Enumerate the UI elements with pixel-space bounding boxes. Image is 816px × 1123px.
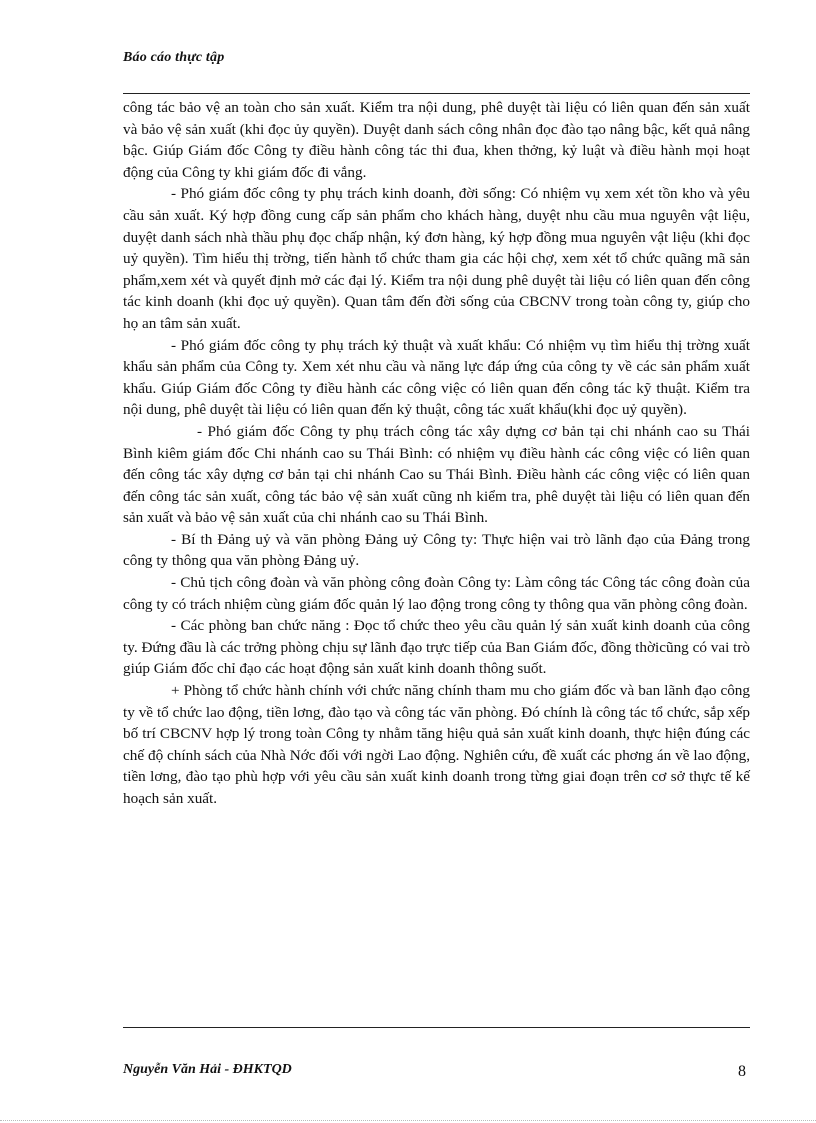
paragraph-deputy-business: - Phó giám đốc công ty phụ trách kinh doanh, đời sống: Có nhiệm vụ xem xét tồn kho và yêu cầu sản xuất. Ký hợp đồng cung cấp sản phẩm cho khách hàng, duyệt nhu cầu mua nguyên vật liệu, duyệt danh sách nhà thầu phụ đọc chấp nhận, ký đơn hàng, ký hợp đồng mua nguyên vật liệu (khi đọc uỷ quyền). Tìm hiểu thị trờng, tiến hành tổ chức tham gia các hội chợ, xem xét tổ chức quãng mã sản phẩm,xem xét và quyết định mở các đại lý. Kiểm tra nội dung phê duyệt tài liệu có liên quan đến công tác kinh doanh (khi đọc uỷ quyền). Quan tâm đến đời sống của CBCNV trong toàn công ty, giúp cho họ an tâm sản xuất. <box>123 185 750 332</box>
paragraph-admin-department: + Phòng tổ chức hành chính với chức năng chính tham mu cho giám đốc và ban lãnh đạo công ty về tổ chức lao động, tiền lơng, đào tạo và công tác văn phòng. Đó chính là công tác tổ chức, sắp xếp bố trí CBCNV hợp lý trong toàn Công ty nhằm tăng hiệu quả sản xuất kinh doanh, thực hiện đúng các chế độ chính sách của Nhà Nớc đối với ngời Lao động. Nghiên cứu, đề xuất các phơng án về lao động, tiền lơng, đào tạo phù hợp với yêu cầu sản xuất kinh doanh trong từng giai đoạn trên cơ sở thực tế kế hoạch sản xuất. <box>123 682 750 807</box>
paragraph-party-secretary: - Bí th Đảng uỷ và văn phòng Đảng uỷ Công ty: Thực hiện vai trò lãnh đạo của Đảng trong công ty thông qua văn phòng Đảng uỷ. <box>123 530 750 570</box>
paragraph-trade-union: - Chủ tịch công đoàn và văn phòng công đoàn Công ty: Làm công tác Công tác công đoàn của công ty có trách nhiệm cùng giám đốc quản lý lao động trong công ty thông qua văn phòng công đoàn. <box>123 574 750 613</box>
paragraph-deputy-construction: - Phó giám đốc Công ty phụ trách công tác xây dựng cơ bản tại chi nhánh cao su Thái Bình kiêm giám đốc Chi nhánh cao su Thái Bình: có nhiệm vụ điều hành các công việc có liên quan đến công tác xây dựng cơ bản tại chi nhánh Cao su Thái Bình. Điều hành các công việc có liên quan đến công tác sản xuất, công tác bảo vệ sản xuất cũng nh kiểm tra, phê duyệt tài liệu có liên quan đến sản xuất và bảo vệ sản xuất của chi nhánh cao su Thái Bình. <box>123 422 750 527</box>
page-edge-divider <box>0 1120 816 1121</box>
page-number: 8 <box>738 1063 746 1080</box>
document-body <box>123 97 750 810</box>
paragraph-continuation: công tác bảo vệ an toàn cho sản xuất. Kiểm tra nội dung, phê duyệt tài liệu có liên quan đến sản xuất và bảo vệ sản xuất (khi đọc ủy quyền). Duyệt danh sách công nhân đọc đào tạo nâng bậc, kết quả nâng bậc. Giúp Giám đốc Công ty điều hành công tác thi đua, khen thởng, kỷ luật và điều hành mọi hoạt động của Công ty khi giám đốc đi vắng. <box>123 99 750 181</box>
paragraph-deputy-technical: - Phó giám đốc công ty phụ trách kỷ thuật và xuất khẩu: Có nhiệm vụ tìm hiểu thị trờng xuất khẩu sản phẩm của Công ty. Xem xét nhu cầu và năng lực đáp ứng của công ty về các sản phẩm xuất khẩu. Giúp Giám đốc Công ty điều hành các công việc có liên quan đến công tác kỹ thuật. Kiểm tra nội dung, phê duyệt tài liệu có liên quan đến kỷ thuật, công tác xuất khẩu(khi đọc uỷ quyền). <box>123 336 750 419</box>
footer-rule <box>123 1027 750 1028</box>
header-rule <box>123 93 750 94</box>
footer-author: Nguyễn Văn Hải - ĐHKTQD <box>123 1062 292 1077</box>
page-header-title: Báo cáo thực tập <box>123 50 225 65</box>
paragraph-functional-departments: - Các phòng ban chức năng : Đọc tổ chức theo yêu cầu quản lý sản xuất kinh doanh của công ty. Đứng đầu là các trởng phòng chịu sự lãnh đạo trực tiếp của Ban Giám đốc, đồng thờicũng có vai trò giúp Giám đốc chỉ đạo các hoạt động sản xuất kinh doanh thông suốt. <box>123 617 750 678</box>
